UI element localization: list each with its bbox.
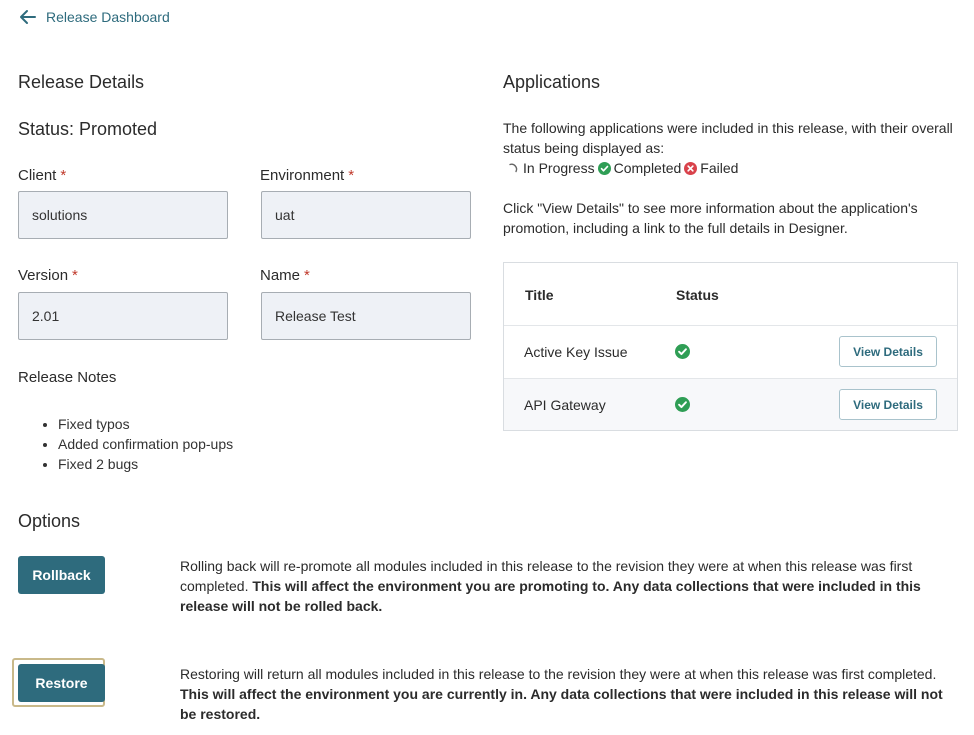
legend-failed: Failed [700, 160, 739, 176]
required-marker: * [348, 167, 355, 184]
version-field[interactable] [18, 292, 228, 340]
table-row [504, 325, 957, 377]
name-label: Name * [260, 267, 310, 284]
arrow-left-icon [18, 9, 38, 25]
environment-label: Environment * [260, 167, 355, 184]
required-marker: * [60, 167, 67, 184]
release-details-heading: Release Details [18, 72, 145, 92]
applications-table [503, 262, 958, 431]
release-note-item: • Added confirmation pop-ups [58, 434, 233, 454]
applications-heading: Applications [503, 72, 601, 92]
options-heading: Options [18, 511, 81, 531]
column-header-title: Title [525, 287, 554, 303]
version-label: Version * [18, 267, 78, 284]
completed-icon [598, 162, 611, 175]
rollback-button[interactable]: Rollback [18, 556, 105, 594]
legend-completed: Completed [613, 160, 682, 176]
back-link-label: Release Dashboard [46, 9, 170, 25]
view-details-button[interactable]: View Details [839, 336, 937, 367]
release-notes-label: Release Notes [18, 369, 117, 386]
column-header-status: Status [676, 287, 719, 303]
release-note-item: • Fixed 2 bugs [58, 454, 233, 474]
restore-description: Restoring will return all modules included in this release to the revision they were at when this release was first completed. This will affect the environment you are currently in. Any data collections that were included in this release will not be restored. [180, 666, 943, 722]
client-value: solutions [32, 207, 88, 223]
legend-in-progress: In Progress [523, 160, 595, 176]
release-notes-list [18, 414, 233, 474]
failed-icon [684, 162, 697, 175]
required-marker: * [304, 267, 310, 284]
client-field[interactable] [18, 191, 228, 239]
required-marker: * [72, 267, 78, 284]
application-title: API Gateway [524, 396, 606, 413]
status-legend [507, 158, 738, 178]
version-value: 2.01 [32, 308, 60, 324]
back-to-dashboard-link[interactable] [18, 9, 170, 25]
rollback-description: Rolling back will re-promote all modules included in this release to the revision they were at when this release was first completed. This will affect the environment you are promoting to. Any data collections that were included in this release will not be rolled back. [180, 558, 921, 614]
in-progress-icon [507, 162, 520, 175]
name-field[interactable] [261, 292, 471, 340]
view-details-hint: Click "View Details" to see more information about the application's promotion, including a link to the full details in Designer. [503, 200, 918, 236]
restore-button[interactable]: Restore [18, 664, 105, 702]
application-title: Active Key Issue [524, 343, 628, 360]
client-label: Client * [18, 167, 67, 184]
view-details-button[interactable]: View Details [839, 389, 937, 420]
environment-field[interactable] [261, 191, 471, 239]
table-row [504, 378, 957, 430]
environment-value: uat [275, 207, 295, 223]
applications-intro: The following applications were included in this release, with their overall status being displayed as: [503, 120, 953, 156]
name-value: Release Test [275, 308, 356, 324]
completed-icon [675, 344, 690, 359]
release-note-item: • Fixed typos [58, 414, 233, 434]
release-status: Status: Promoted [18, 119, 158, 139]
completed-icon [675, 397, 690, 412]
